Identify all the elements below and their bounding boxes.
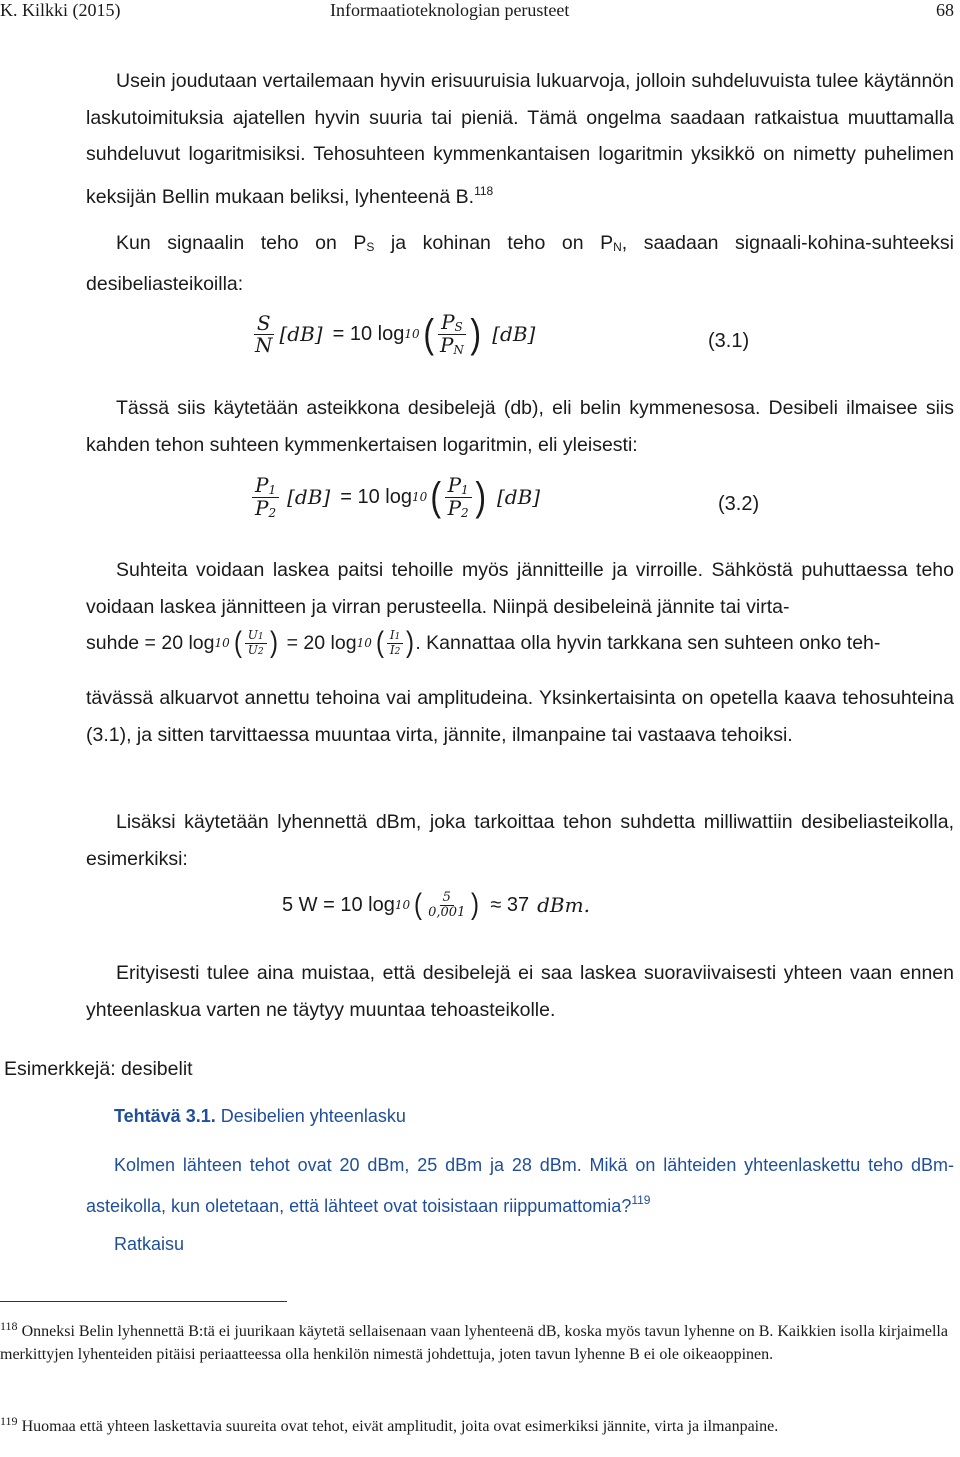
footnote-text: Onneksi Belin lyhennettä B:tä ei juurikaan käytetä sellaisenaan vaan lyhenteenä dB, koska myös tavun lyhenne on B. Kaikkien isolla kirjaimella merkittyjen lyhenteiden pitäisi periaatteessa olla henkilön nimestä johdettuja, joten tavun lyhenne B ei ole oikeaoppinen. <box>0 1323 948 1363</box>
symbol-p: P <box>447 473 462 497</box>
approx-value: ≈ 37 <box>490 893 530 916</box>
exercise-title <box>114 1106 406 1127</box>
left-paren: ( <box>375 626 384 659</box>
symbol-u: U <box>247 642 258 657</box>
subscript: 1 <box>461 483 469 497</box>
fraction-denominator: N <box>255 332 273 357</box>
left-paren: ( <box>430 475 442 520</box>
equation-number-3-2: (3.2) <box>718 493 760 515</box>
paragraph-text: Suhteita voidaan laskea paitsi tehoille myös jännitteille ja virroille. Sähköstä puhuttaessa teho voidaan laskea jännitteen ja virran perusteella. Niinpä desibeleinä jännite tai virta- <box>86 559 954 618</box>
footnote-ref-118[interactable]: 118 <box>474 183 494 198</box>
unit-db: [dB] <box>492 322 536 347</box>
header-author: K. Kilkki (2015) <box>0 0 121 20</box>
fraction-numerator: S <box>254 313 274 335</box>
equation-dbm-example <box>282 890 590 920</box>
equation-number-3-1: (3.1) <box>708 330 750 352</box>
paragraph-amplitudes <box>86 680 954 753</box>
fraction-denominator <box>445 495 472 520</box>
paragraph-text: Tässä siis käytetään asteikkona desibelejä (db), eli belin kymmenesosa. Desibeli ilmaisee siis kahden tehon suhteen kymmenkertaisen logaritmin, eli yleisesti: <box>86 397 954 456</box>
log-base: 10 <box>394 898 411 912</box>
exercise-question: Kolmen lähteen tehot ovat 20 dBm, 25 dBm ja 28 dBm. Mikä on lähteiden yhteenlaskettu teho dBm-asteikolla, kun oletetaan, että lähteet ovat toisistaan riippumattomia? <box>86 1155 954 1216</box>
subscript: N <box>453 342 464 357</box>
footnote-118 <box>0 1315 955 1366</box>
solution-link[interactable]: Ratkaisu <box>114 1234 185 1254</box>
equals-log: = 10 log <box>332 322 405 345</box>
inline-math-line <box>86 628 880 658</box>
right-paren: ) <box>475 475 486 520</box>
subscript: 2 <box>461 505 469 520</box>
paragraph-text: Lisäksi käytetään lyhennettä dBm, joka tarkoittaa tehon suhdetta milliwattiin desibeliasteikolla, esimerkiksi: <box>86 811 954 870</box>
symbol-p: P <box>255 473 269 497</box>
symbol-i: I <box>389 642 395 657</box>
paragraph-text: Erityisesti tulee aina muistaa, että desibelejä ei saa laskea suoraviivaisesti yhteen vaan ennen yhteenlaskua varten ne täytyy muuntaa tehoasteikolle. <box>86 962 954 1021</box>
subscript: 1 <box>268 483 277 497</box>
paragraph-voltage-current <box>86 552 954 625</box>
fraction-numerator <box>245 629 267 643</box>
log-base: 10 <box>214 636 230 650</box>
symbol-p: P <box>255 495 269 520</box>
fraction-numerator <box>438 312 466 335</box>
footnote-number: 119 <box>0 1414 18 1428</box>
fraction-p1-over-p2 <box>252 475 279 519</box>
fraction-p1-over-p2 <box>445 475 472 519</box>
unit-db: [dB] <box>279 322 323 347</box>
paragraph-text: . Kannattaa olla hyvin tarkkana sen suhteen onko teh- <box>415 631 881 654</box>
suhde-label: suhde = 20 log <box>86 631 215 654</box>
paragraph-text: Kun signaalin teho on P <box>116 232 367 254</box>
unit-db: [dB] <box>287 485 331 510</box>
fraction-5-over-0001 <box>425 891 468 919</box>
equation-3-2 <box>250 475 540 519</box>
footnote-ref-119[interactable]: 119 <box>631 1193 651 1207</box>
subscript: 2 <box>257 646 264 657</box>
fraction-denominator <box>252 495 279 520</box>
footnote-119 <box>0 1410 955 1438</box>
page-header <box>0 0 960 24</box>
log-base: 10 <box>404 327 420 342</box>
unit-db: [dB] <box>497 485 541 510</box>
left-paren: ( <box>414 888 423 921</box>
fraction-denominator <box>437 332 467 357</box>
paragraph-snr <box>86 225 954 302</box>
equation-lhs: 5 W = 10 log <box>282 893 395 916</box>
subscript: S <box>454 320 463 334</box>
subscript-n: N <box>613 240 622 254</box>
header-title: Informaatioteknologian perusteet <box>330 0 570 20</box>
symbol-p: P <box>441 310 455 334</box>
fraction-denominator <box>387 644 403 657</box>
footnote-divider <box>0 1301 287 1302</box>
fraction-denominator <box>245 644 267 657</box>
right-paren: ) <box>406 626 415 659</box>
subscript: 2 <box>268 505 277 520</box>
exercise-name: Desibelien yhteenlasku <box>220 1106 406 1126</box>
footnote-number: 118 <box>0 1319 18 1333</box>
fraction-s-over-n <box>252 310 276 357</box>
fraction-i1-over-i2 <box>387 629 403 657</box>
exercise-text <box>86 1148 954 1224</box>
fraction-numerator <box>252 475 279 498</box>
left-paren: ( <box>233 626 242 659</box>
paragraph-bel-intro <box>86 63 954 215</box>
header-page-number: 68 <box>936 0 954 20</box>
right-paren: ) <box>470 312 481 357</box>
paragraph-text: ja kohinan teho on P <box>374 232 614 254</box>
equals-log: = 10 log <box>340 485 412 508</box>
symbol-u: U <box>247 628 258 643</box>
symbol-i: I <box>389 628 395 643</box>
examples-label: Esimerkkejä: desibelit <box>4 1058 193 1080</box>
paragraph-text: tävässä alkuarvot annettu tehoina vai amplitudeina. Yksinkertaisinta on opetella kaava tehosuhteina (3.1), ja sitten tarvittaessa muuntaa virta, jännite, ilmanpaine tai vastaava tehoiksi. <box>86 687 954 746</box>
symbol-p: P <box>439 332 454 357</box>
subscript-s: S <box>366 240 375 254</box>
paragraph-dbm <box>86 804 954 877</box>
log-base: 10 <box>411 490 428 505</box>
paragraph-warning <box>86 955 954 1028</box>
symbol-p: P <box>447 495 462 520</box>
fraction-numerator <box>387 629 403 643</box>
left-paren: ( <box>422 312 434 357</box>
right-paren: ) <box>471 888 480 921</box>
fraction-numerator <box>445 475 472 498</box>
fraction-ps-over-pn <box>437 312 467 356</box>
fraction-numerator: 5 <box>440 891 454 906</box>
right-paren: ) <box>269 626 278 659</box>
paragraph-decibel <box>86 390 954 463</box>
equation-3-1 <box>250 312 535 356</box>
fraction-denominator: 0,001 <box>428 904 466 920</box>
log-base: 10 <box>356 636 372 650</box>
unit-dbm: dBm. <box>537 893 590 917</box>
paragraph-text: , saadaan signaali-kohina-suhteeksi desibeliasteikoilla: <box>86 232 954 295</box>
subscript: 1 <box>394 632 401 643</box>
subscript: 1 <box>257 632 264 643</box>
paragraph-text: Usein joudutaan vertailemaan hyvin erisuuruisia lukuarvoja, jolloin suhdeluvuista tulee käytännön laskutoimituksia ajatellen hyvin suuria tai pieniä. Tämä ongelma saadaan ratkaistua muuttamalla suhdeluvut logaritmisiksi. Tehosuhteen kymmenkantaisen logaritmin yksikkö on nimetty puhelimen keksijän Bellin mukaan beliksi, lyhenteenä B. <box>86 70 954 208</box>
equals-log: = 20 log <box>286 631 357 654</box>
footnote-text: Huomaa että yhteen laskettavia suureita ovat tehot, eivät amplitudit, joita ovat esimerkiksi jännite, virta ja ilmanpaine. <box>21 1418 779 1435</box>
exercise-number: Tehtävä 3.1. <box>114 1106 216 1126</box>
subscript: 2 <box>394 646 401 657</box>
fraction-u1-over-u2 <box>245 629 267 657</box>
